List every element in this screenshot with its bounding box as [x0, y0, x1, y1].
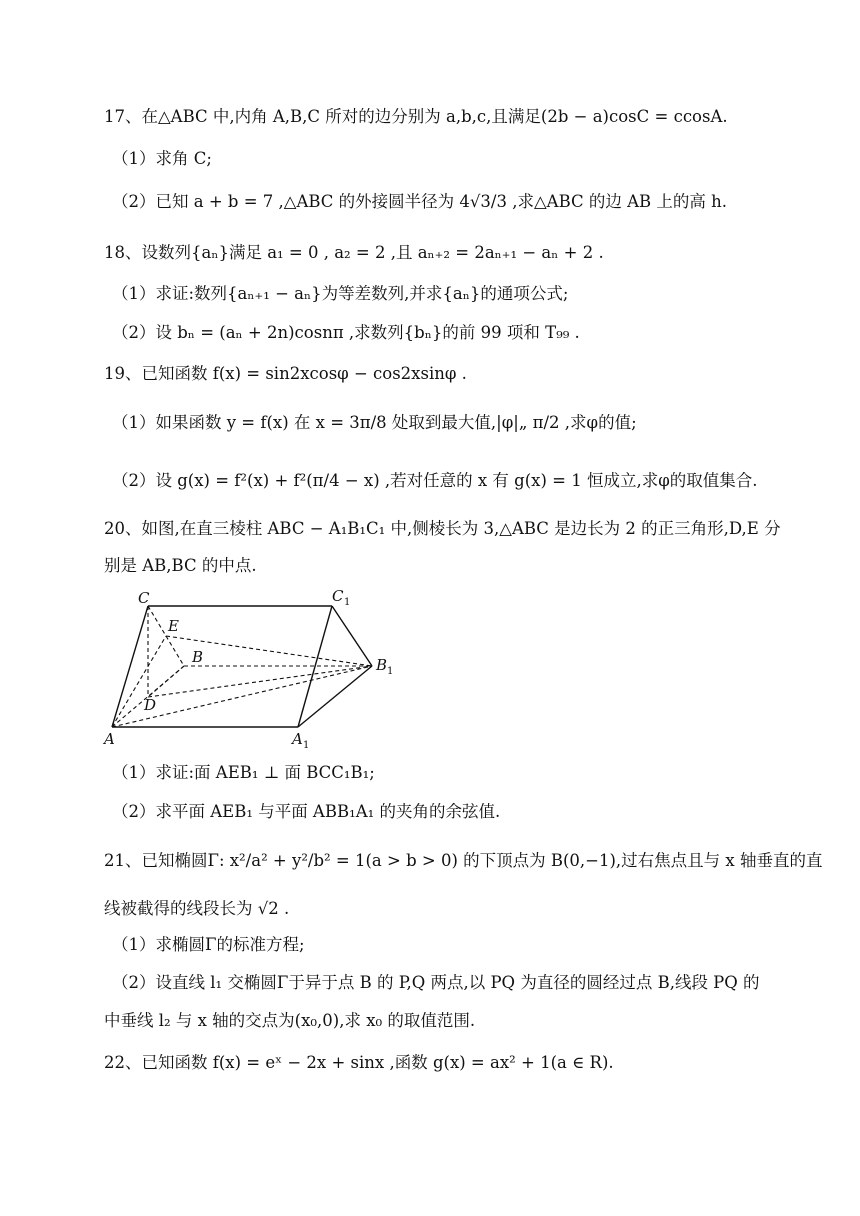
problem-21-stem-line-1: 21、已知椭圆Γ: x²/a² + y²/b² = 1(a > b > 0) 的下顶点为 B(0,−1),过右焦点且与 x 轴垂直的直: [104, 851, 823, 870]
problem-19-stem: 19、已知函数 f(x) = sin2xcosφ − cos2xsinφ .: [104, 364, 467, 383]
problem-17-part-2: （2）已知 a + b = 7 ,△ABC 的外接圆半径为 4√3/3 ,求△ABC 的边 AB 上的高 h.: [112, 192, 728, 211]
edge-AC: [112, 606, 148, 727]
label-C1: C: [332, 587, 344, 605]
problem-18-part-2: （2）设 bₙ = (aₙ + 2n)cosnπ ,求数列{bₙ}的前 99 项和 T₉₉ .: [112, 323, 580, 342]
label-E: E: [168, 617, 179, 635]
label-D: D: [144, 696, 157, 714]
edge-C1B1: [332, 606, 372, 666]
problem-18-part-1: （1）求证:数列{aₙ₊₁ − aₙ}为等差数列,并求{aₙ}的通项公式;: [112, 284, 569, 303]
prism-figure: [100, 586, 410, 751]
problem-18-stem: 18、设数列{aₙ}满足 a₁ = 0 , a₂ = 2 ,且 aₙ₊₂ = 2aₙ₊₁ − aₙ + 2 .: [104, 243, 604, 262]
problem-19-part-1: （1）如果函数 y = f(x) 在 x = 3π/8 处取到最大值,|φ|„ π/2 ,求φ的值;: [112, 413, 637, 432]
segment-DB1-dashed: [148, 666, 372, 697]
label-A1: A: [292, 730, 303, 748]
problem-21-part-1: （1）求椭圆Γ的标准方程;: [112, 935, 305, 954]
problem-21-part-2-line-1: （2）设直线 l₁ 交椭圆Γ于异于点 B 的 P,Q 两点,以 PQ 为直径的圆经过点 B,线段 PQ 的: [112, 973, 760, 992]
problem-22-stem: 22、已知函数 f(x) = eˣ − 2x + sinx ,函数 g(x) = ax² + 1(a ∈ R).: [104, 1053, 614, 1072]
problem-20-stem-line-2: 别是 AB,BC 的中点.: [104, 556, 257, 575]
label-A1-subscript: 1: [303, 740, 310, 751]
segment-AE-dashed: [112, 636, 166, 727]
problem-17-stem: 17、在△ABC 中,内角 A,B,C 所对的边分别为 a,b,c,且满足(2b − a)cosC = ccosA.: [104, 107, 728, 126]
problem-17-part-1: （1）求角 C;: [112, 149, 212, 168]
label-C: C: [138, 589, 150, 607]
label-C1-subscript: 1: [344, 597, 351, 608]
label-B: B: [192, 648, 204, 666]
problem-20-part-1: （1）求证:面 AEB₁ ⊥ 面 BCC₁B₁;: [112, 763, 375, 782]
problem-20-part-2: （2）求平面 AEB₁ 与平面 ABB₁A₁ 的夹角的余弦值.: [112, 802, 501, 821]
problem-21-stem-line-2: 线被截得的线段长为 √2 .: [104, 899, 290, 918]
problem-20-stem-line-1: 20、如图,在直三棱柱 ABC − A₁B₁C₁ 中,侧棱长为 3,△ABC 是边长为 2 的正三角形,D,E 分: [104, 519, 781, 538]
label-A: A: [104, 730, 115, 748]
label-B1: B: [376, 656, 388, 674]
problem-21-part-2-line-2: 中垂线 l₂ 与 x 轴的交点为(x₀,0),求 x₀ 的取值范围.: [104, 1011, 476, 1030]
problem-19-part-2: （2）设 g(x) = f²(x) + f²(π/4 − x) ,若对任意的 x 有 g(x) = 1 恒成立,求φ的取值集合.: [112, 471, 758, 490]
label-B1-subscript: 1: [387, 666, 394, 677]
